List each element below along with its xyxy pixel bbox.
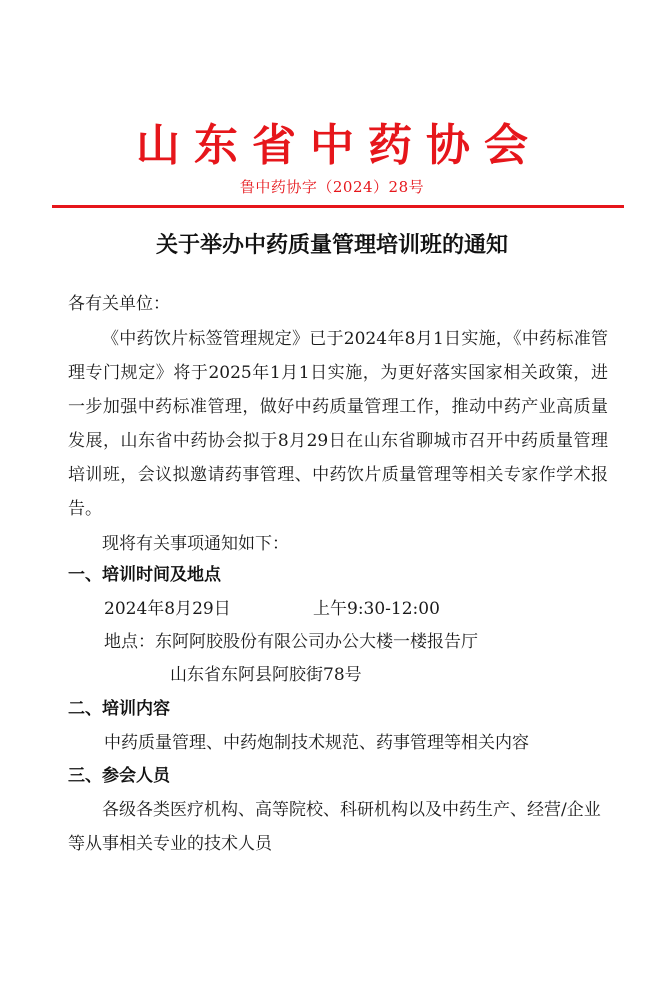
training-venue: 地点：东阿阿胶股份有限公司办公大楼一楼报告厅 — [104, 632, 478, 652]
red-header-divider — [52, 205, 624, 208]
training-date: 2024年8月29日 — [104, 599, 231, 619]
attendees-description: 各级各类医疗机构、高等院校、科研机构以及中药生产、经营/企业等从事相关专业的技术人员 — [68, 800, 601, 854]
section-heading-attendees: 三、参会人员 — [68, 766, 170, 786]
organization-name: 山东省中药协会 — [136, 120, 542, 171]
training-time: 上午9:30-12:00 — [313, 599, 440, 619]
training-content: 中药质量管理、中药炮制技术规范、药事管理等相关内容 — [104, 733, 529, 753]
section-heading-content: 二、培训内容 — [68, 699, 170, 719]
intro-paragraph: 《中药饮片标签管理规定》已于2024年8月1日实施，《中药标准管理专门规定》将于2025年1月1日实施，为更好落实国家相关政策，进一步加强中药标准管理，做好中药质量管理工作，推动中药产业高质量发展，山东省中药协会拟于8月29日在山东省聊城市召开中药质量管理培训班，会议拟邀请药事管理、中药饮片质量管理等相关专家作学术报告。 — [68, 329, 608, 519]
section-heading-time-place: 一、培训时间及地点 — [68, 565, 221, 585]
document-number: 鲁中药协字（2024）28号 — [239, 178, 425, 196]
notice-lead-in: 现将有关事项通知如下： — [102, 534, 289, 554]
notice-title: 关于举办中药质量管理培训班的通知 — [155, 233, 508, 258]
salutation: 各有关单位： — [68, 294, 170, 314]
training-address: 山东省东阿县阿胶街78号 — [170, 665, 362, 685]
